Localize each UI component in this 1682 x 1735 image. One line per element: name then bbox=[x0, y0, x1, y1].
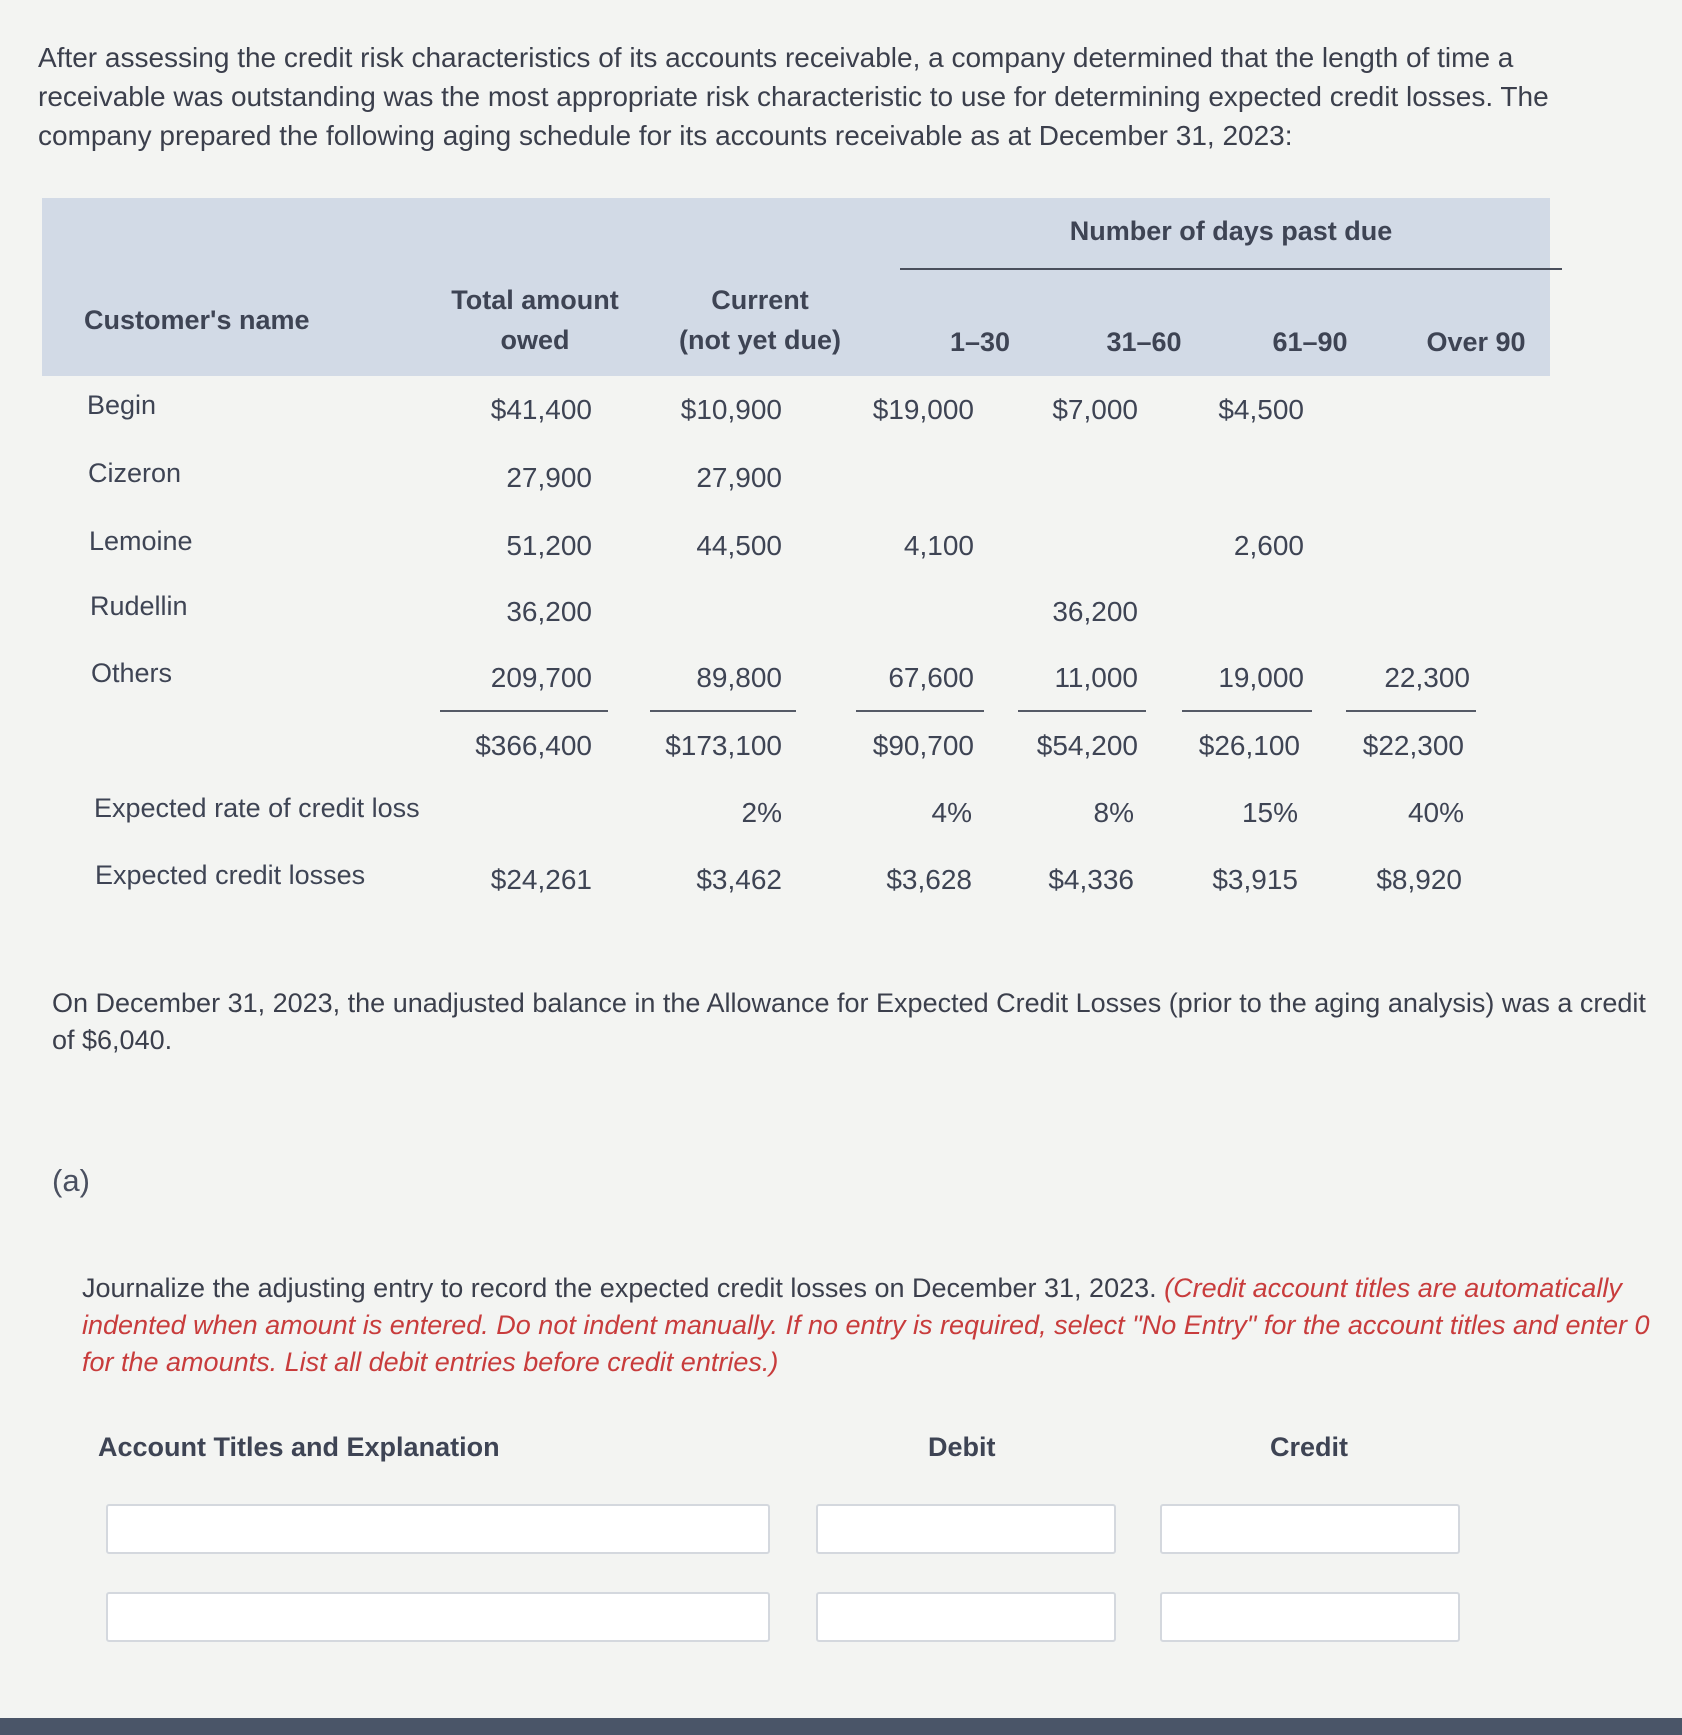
cell-others-current: 89,800 bbox=[696, 662, 782, 693]
schedule-header bbox=[42, 198, 1550, 376]
cell-others-31-60: 11,000 bbox=[1054, 662, 1138, 693]
instruction-main-text: Journalize the adjusting entry to record the expected credit losses on December 31, 2023. bbox=[82, 1273, 1165, 1303]
instruction-red-text: (Credit account titles are automatically indented when amount is entered. Do not indent manually. If no entry is required, select "No Entry" for the account titles and enter 0 for the amounts. List all debit entries before credit entries.) bbox=[82, 1273, 1650, 1377]
cell-total-31-60: $54,200 bbox=[1036, 730, 1138, 761]
header-total-line1: Total amount bbox=[451, 285, 619, 315]
cell-grand-total: $366,400 bbox=[475, 730, 592, 761]
cell-total-1-30: $90,700 bbox=[872, 730, 974, 761]
cell-others-over-90: 22,300 bbox=[1384, 662, 1470, 693]
total-rule-1-30 bbox=[856, 710, 984, 712]
total-rule-61-90 bbox=[1182, 710, 1312, 712]
header-current-line1: Current bbox=[711, 285, 809, 315]
loss-31-60: $4,336 bbox=[1048, 864, 1134, 895]
header-total-line2: owed bbox=[500, 325, 570, 355]
header-1-30: 1–30 bbox=[949, 327, 1011, 357]
rate-31-60: 8% bbox=[1093, 797, 1134, 828]
journal-instruction bbox=[82, 1270, 1652, 1381]
total-rule-31-60 bbox=[1018, 710, 1146, 712]
loss-current: $3,462 bbox=[696, 864, 782, 895]
cell-begin-61-90: $4,500 bbox=[1218, 394, 1304, 425]
days-past-due-title: Number of days past due bbox=[1069, 216, 1393, 246]
cell-lemoine-total: 51,200 bbox=[506, 530, 592, 561]
row-name-begin: Begin bbox=[87, 390, 157, 420]
cell-begin-current: $10,900 bbox=[680, 394, 782, 425]
loss-over-90: $8,920 bbox=[1376, 864, 1462, 895]
rate-61-90: 15% bbox=[1241, 797, 1298, 828]
row-name-rudellin: Rudellin bbox=[90, 591, 188, 621]
part-a-label: (a) bbox=[52, 1163, 90, 1198]
cell-rudellin-total: 36,200 bbox=[506, 596, 592, 627]
rate-row-label: Expected rate of credit loss bbox=[94, 793, 420, 823]
journal-credit-input-2[interactable] bbox=[1160, 1592, 1460, 1642]
cell-lemoine-current: 44,500 bbox=[696, 530, 782, 561]
cell-begin-1-30: $19,000 bbox=[872, 394, 974, 425]
journal-header-account: Account Titles and Explanation bbox=[98, 1432, 500, 1462]
cell-cizeron-total: 27,900 bbox=[506, 462, 592, 493]
row-name-lemoine: Lemoine bbox=[89, 526, 193, 556]
allowance-note: On December 31, 2023, the unadjusted balance in the Allowance for Expected Credit Losses (prior to the aging analysis) was a credit of $6,040. bbox=[52, 988, 1646, 1055]
cell-total-over-90: $22,300 bbox=[1362, 730, 1464, 761]
journal-debit-input-1[interactable] bbox=[816, 1504, 1116, 1554]
header-customer-name: Customer's name bbox=[84, 305, 310, 335]
row-name-others: Others bbox=[91, 658, 173, 688]
rate-1-30: 4% bbox=[931, 797, 972, 828]
bottom-bar bbox=[0, 1718, 1682, 1735]
header-current-line2: (not yet due) bbox=[679, 325, 841, 355]
header-31-60: 31–60 bbox=[1106, 327, 1182, 357]
cell-others-total: 209,700 bbox=[490, 662, 592, 693]
cell-others-1-30: 67,600 bbox=[888, 662, 974, 693]
cell-lemoine-1-30: 4,100 bbox=[903, 530, 974, 561]
cell-rudellin-31-60: 36,200 bbox=[1052, 596, 1138, 627]
header-61-90: 61–90 bbox=[1272, 327, 1348, 357]
cell-begin-total: $41,400 bbox=[490, 394, 592, 425]
total-rule-current bbox=[650, 710, 796, 712]
rate-current: 2% bbox=[741, 797, 782, 828]
loss-61-90: $3,915 bbox=[1212, 864, 1298, 895]
cell-total-61-90: $26,100 bbox=[1198, 730, 1300, 761]
journal-header-credit: Credit bbox=[1270, 1432, 1349, 1462]
journal-account-input-1[interactable] bbox=[106, 1504, 770, 1554]
intro-paragraph: After assessing the credit risk characteristics of its accounts receivable, a company determined that the length of time a receivable was outstanding was the most appropriate risk characteristic to use for determining expected credit losses. The company prepared the following aging schedule for its accounts receivable as at December 31, 2023: bbox=[38, 42, 1549, 151]
loss-total: $24,261 bbox=[490, 864, 592, 895]
loss-1-30: $3,628 bbox=[886, 864, 972, 895]
journal-account-input-2[interactable] bbox=[106, 1592, 770, 1642]
cell-others-61-90: 19,000 bbox=[1218, 662, 1304, 693]
journal-debit-input-2[interactable] bbox=[816, 1592, 1116, 1642]
days-past-due-rule bbox=[900, 268, 1562, 270]
loss-row-label: Expected credit losses bbox=[95, 860, 366, 890]
row-name-cizeron: Cizeron bbox=[88, 458, 182, 488]
header-over-90: Over 90 bbox=[1426, 327, 1526, 357]
total-rule-over-90 bbox=[1346, 710, 1476, 712]
cell-begin-31-60: $7,000 bbox=[1052, 394, 1138, 425]
journal-credit-input-1[interactable] bbox=[1160, 1504, 1460, 1554]
total-rule-total bbox=[440, 710, 608, 712]
rate-over-90: 40% bbox=[1407, 797, 1464, 828]
cell-total-current: $173,100 bbox=[665, 730, 782, 761]
cell-lemoine-61-90: 2,600 bbox=[1233, 530, 1304, 561]
cell-cizeron-current: 27,900 bbox=[696, 462, 782, 493]
journal-header-debit: Debit bbox=[928, 1432, 996, 1462]
